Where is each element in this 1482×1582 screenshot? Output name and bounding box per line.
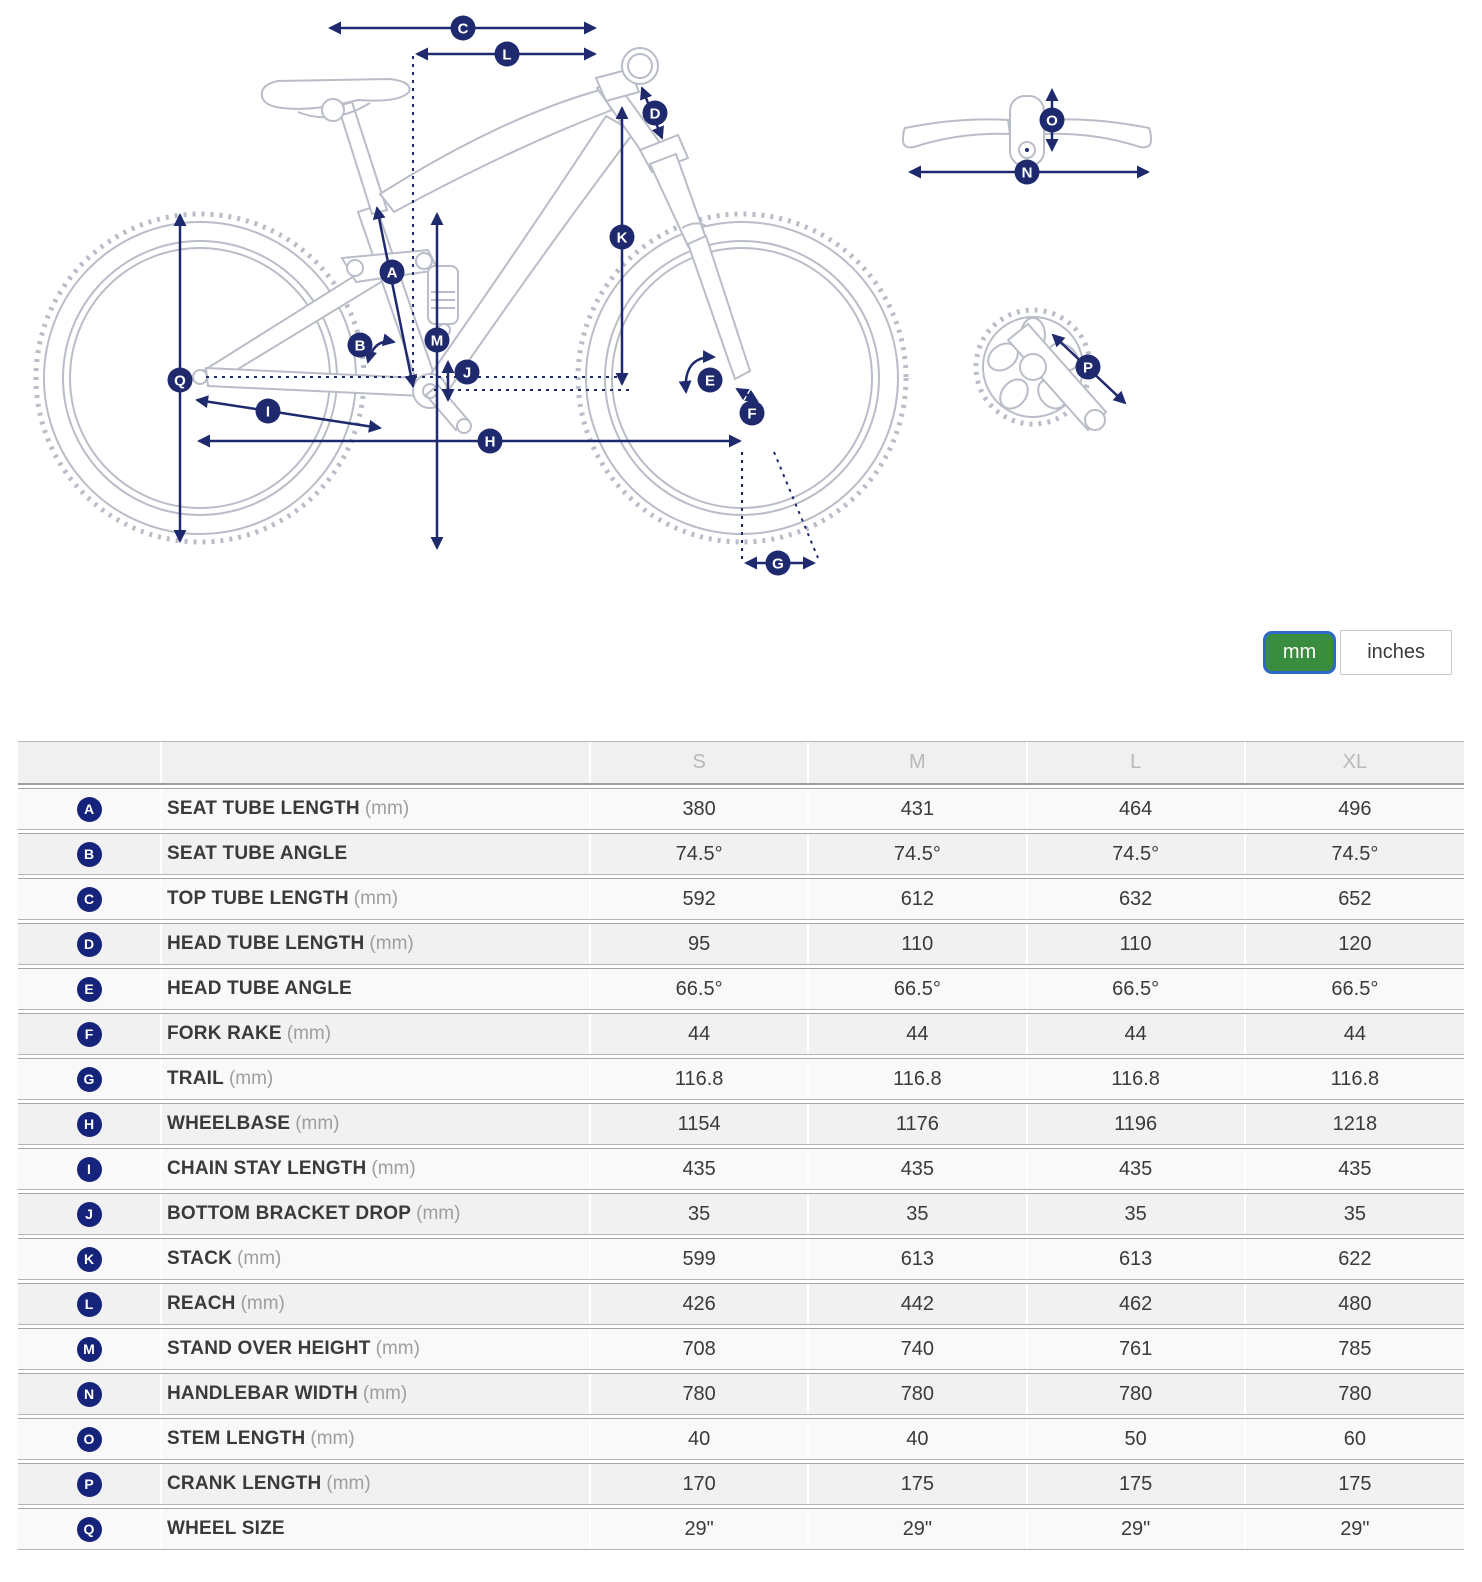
value-xl: 66.5° [1331, 977, 1379, 1000]
value-m: 110 [809, 924, 1027, 964]
badge-cell [18, 1194, 162, 1234]
badge-letter: C [83, 891, 95, 907]
dimension-letter-badge [77, 1067, 102, 1092]
badge-cell [18, 1014, 162, 1054]
svg-text:M: M [430, 332, 444, 350]
dimension-letter-badge [77, 797, 102, 822]
value-xl: 480 [1338, 1292, 1372, 1315]
value-xl: 435 [1338, 1157, 1372, 1180]
dimension-unit: (mm) [416, 1203, 461, 1224]
badge-letter: F [84, 1026, 94, 1042]
dimension-unit: (mm) [375, 1338, 420, 1359]
value-xl: 780 [1338, 1382, 1372, 1405]
dimension-label: HANDLEBAR WIDTH [167, 1383, 358, 1404]
value-m: 1176 [809, 1104, 1027, 1144]
spider-cutout [995, 374, 1034, 414]
value-xl: 116.8 [1330, 1067, 1380, 1090]
table-row [18, 1373, 1464, 1415]
dimension-label: CHAIN STAY LENGTH [167, 1158, 367, 1179]
svg-text:F: F [747, 405, 757, 423]
badge-cell [18, 1374, 162, 1414]
dimension-label: CRANK LENGTH [167, 1473, 322, 1494]
dimension-label: TOP TUBE LENGTH [167, 888, 349, 909]
value-l: 1196 [1028, 1104, 1246, 1144]
value-l: 74.5° [1028, 834, 1246, 874]
header-size-l: L [1028, 742, 1246, 783]
value-s: 599 [591, 1239, 809, 1279]
dimension-unit: (mm) [326, 1473, 371, 1494]
label-cell [162, 1464, 591, 1504]
value-m: 66.5° [809, 969, 1027, 1009]
badge-H [478, 429, 503, 454]
badge-letter: K [83, 1251, 95, 1267]
badge-C [451, 16, 476, 41]
value-l: 66.5° [1028, 969, 1246, 1009]
dimension-unit: (mm) [295, 1113, 340, 1134]
badge-letter: D [83, 936, 95, 952]
crank-spindle [1020, 354, 1046, 380]
dimension-letter-badge [77, 1157, 102, 1182]
value-m: 435 [809, 1149, 1027, 1189]
value-m: 44 [809, 1014, 1027, 1054]
value-m: 780 [809, 1374, 1027, 1414]
svg-text:J: J [462, 364, 472, 382]
dimension-unit: (mm) [286, 1023, 332, 1044]
svg-text:C: C [457, 20, 469, 38]
label-cell [162, 924, 591, 964]
value-s: 66.5° [591, 969, 809, 1009]
value-m: 613 [809, 1239, 1027, 1279]
dimension-label: STEM LENGTH [167, 1428, 306, 1449]
handlebar-top-view [903, 96, 1151, 166]
value-m: 431 [809, 789, 1027, 829]
badge-cell [18, 1329, 162, 1369]
table-row [18, 878, 1464, 920]
table-row [18, 1193, 1464, 1235]
badge-G [766, 551, 791, 576]
dimension-unit: (mm) [310, 1428, 355, 1449]
value-xl: 785 [1338, 1337, 1372, 1360]
badge-letter: O [83, 1431, 95, 1447]
badge-E [698, 368, 723, 393]
badge-cell [18, 1239, 162, 1279]
value-l: 35 [1028, 1194, 1246, 1234]
value-xl: 496 [1338, 797, 1372, 820]
value-m: 175 [809, 1464, 1027, 1504]
header-size-s: S [591, 742, 809, 783]
value-m: 35 [809, 1194, 1027, 1234]
table-row [18, 1013, 1464, 1055]
dimension-label: STACK [167, 1248, 233, 1269]
value-m: 116.8 [809, 1059, 1027, 1099]
dimension-label: SEAT TUBE LENGTH [167, 798, 360, 819]
value-l: 435 [1028, 1149, 1246, 1189]
value-s: 44 [591, 1014, 809, 1054]
value-l: 116.8 [1028, 1059, 1246, 1099]
dimension-letter-badge [77, 1517, 102, 1542]
svg-text:I: I [265, 403, 271, 421]
table-row [18, 1238, 1464, 1280]
badge-letter: Q [83, 1521, 95, 1537]
pedal-hole [1085, 410, 1105, 430]
value-s: 35 [591, 1194, 809, 1234]
dimension-label: WHEELBASE [167, 1113, 291, 1134]
svg-text:H: H [484, 433, 496, 451]
dimension-label: SEAT TUBE ANGLE [167, 843, 348, 864]
value-m: 612 [809, 879, 1027, 919]
badge-letter: H [83, 1116, 95, 1132]
value-m: 29" [809, 1509, 1027, 1549]
badge-letter: J [85, 1206, 93, 1222]
badge-letter: B [83, 846, 95, 862]
svg-text:O: O [1046, 112, 1058, 130]
table-row [18, 1148, 1464, 1190]
svg-text:A: A [386, 264, 398, 282]
label-cell [162, 1149, 591, 1189]
label-cell [162, 1014, 591, 1054]
dimension-unit: (mm) [228, 1068, 274, 1089]
value-xl: 1218 [1332, 1112, 1378, 1135]
header-size-m: M [809, 742, 1027, 783]
badge-cell [18, 924, 162, 964]
table-row [18, 788, 1464, 830]
badge-K [610, 225, 635, 250]
dimension-letter-badge [77, 932, 102, 957]
badge-cell [18, 834, 162, 874]
badge-F [740, 401, 765, 426]
value-s: 74.5° [591, 834, 809, 874]
dimension-unit: (mm) [353, 888, 399, 909]
dimension-label: HEAD TUBE LENGTH [167, 933, 365, 954]
dimension-label: WHEEL SIZE [167, 1518, 285, 1539]
value-s: 116.8 [591, 1059, 809, 1099]
dimension-unit: (mm) [364, 798, 410, 819]
label-cell [162, 1509, 591, 1549]
stem-bolt-dot [1025, 148, 1029, 152]
value-s: 95 [591, 924, 809, 964]
badge-N [1015, 160, 1040, 185]
table-header-row [18, 741, 1464, 785]
badge-letter: A [83, 801, 95, 817]
value-l: 175 [1028, 1464, 1246, 1504]
value-l: 464 [1028, 789, 1246, 829]
table-row [18, 1103, 1464, 1145]
dimension-label: BOTTOM BRACKET DROP [167, 1203, 412, 1224]
dimension-label: STAND OVER HEIGHT [167, 1338, 371, 1359]
badge-L [495, 42, 520, 67]
dimension-letter-badge [77, 1427, 102, 1452]
badge-letter: M [83, 1341, 95, 1357]
dimension-unit: (mm) [371, 1158, 416, 1179]
dimension-letter-badge [77, 1247, 102, 1272]
table-row [18, 1463, 1464, 1505]
value-xl: 44 [1343, 1022, 1366, 1045]
svg-text:K: K [616, 229, 628, 247]
dimension-label: REACH [167, 1293, 236, 1314]
svg-text:Q: Q [174, 372, 186, 390]
dimension-label: TRAIL [167, 1068, 224, 1089]
label-cell [162, 1329, 591, 1369]
dimension-letter-badge [77, 887, 102, 912]
badge-letter: I [87, 1161, 91, 1177]
table-row [18, 833, 1464, 875]
fork-lower [688, 236, 750, 379]
table-row [18, 923, 1464, 965]
bike-side-view [36, 48, 906, 542]
dimension-label: FORK RAKE [167, 1023, 282, 1044]
label-cell [162, 1239, 591, 1279]
value-xl: 29" [1340, 1517, 1370, 1540]
rear-shock [428, 266, 458, 324]
badge-cell [18, 1284, 162, 1324]
dimension-letter-badge [77, 1337, 102, 1362]
value-l: 462 [1028, 1284, 1246, 1324]
value-xl: 652 [1338, 887, 1372, 910]
svg-text:G: G [772, 555, 784, 573]
value-s: 708 [591, 1329, 809, 1369]
label-cell [162, 1104, 591, 1144]
svg-text:E: E [704, 372, 716, 390]
fork-leg [650, 154, 706, 246]
svg-text:D: D [649, 105, 661, 123]
badge-M [425, 328, 450, 353]
table-row [18, 1508, 1464, 1550]
value-xl: 120 [1338, 932, 1372, 955]
dimension-unit: (mm) [240, 1293, 285, 1314]
value-l: 110 [1028, 924, 1246, 964]
handlebar-left [903, 119, 1010, 147]
value-l: 613 [1028, 1239, 1246, 1279]
table-row [18, 1328, 1464, 1370]
value-l: 632 [1028, 879, 1246, 919]
table-row [18, 1418, 1464, 1460]
table-row [18, 968, 1464, 1010]
inches-toggle-button[interactable]: inches [1340, 630, 1452, 675]
value-m: 740 [809, 1329, 1027, 1369]
dimension-letter-badge [77, 1292, 102, 1317]
svg-text:B: B [354, 337, 366, 355]
dimension-unit: (mm) [237, 1248, 282, 1269]
value-s: 426 [591, 1284, 809, 1324]
badge-cell [18, 1059, 162, 1099]
label-cell [162, 1194, 591, 1234]
label-cell [162, 969, 591, 1009]
svg-text:N: N [1021, 164, 1033, 182]
dimension-letter-badge [77, 977, 102, 1002]
table-row [18, 1058, 1464, 1100]
badge-cell [18, 1149, 162, 1189]
badge-letter: P [84, 1476, 94, 1492]
label-cell [162, 879, 591, 919]
geometry-table-body [18, 788, 1464, 1550]
steering-axis-dashed [774, 452, 818, 558]
badge-letter: E [84, 981, 94, 997]
badge-Q [168, 368, 193, 393]
value-m: 74.5° [809, 834, 1027, 874]
badge-O [1040, 108, 1065, 133]
dimension-label: HEAD TUBE ANGLE [167, 978, 352, 999]
value-m: 40 [809, 1419, 1027, 1459]
rocker-pivot-rear [347, 260, 363, 276]
value-s: 435 [591, 1149, 809, 1189]
badge-cell [18, 1509, 162, 1549]
value-s: 592 [591, 879, 809, 919]
rear-dropout [193, 370, 207, 384]
badge-A [380, 260, 405, 285]
header-label-col [162, 742, 591, 783]
header-badge-col [18, 742, 162, 783]
label-cell [162, 834, 591, 874]
label-cell [162, 1419, 591, 1459]
mm-toggle-button[interactable]: mm [1263, 631, 1336, 674]
value-l: 44 [1028, 1014, 1246, 1054]
badge-letter: G [83, 1071, 95, 1087]
value-xl: 622 [1338, 1247, 1372, 1270]
badge-cell [18, 1464, 162, 1504]
value-xl: 35 [1343, 1202, 1366, 1225]
badge-letter: L [84, 1296, 94, 1312]
value-s: 40 [591, 1419, 809, 1459]
badge-I [256, 399, 281, 424]
value-m: 442 [809, 1284, 1027, 1324]
value-s: 1154 [591, 1104, 809, 1144]
value-l: 780 [1028, 1374, 1246, 1414]
bike-geometry-svg [0, 0, 1482, 600]
value-xl: 60 [1343, 1427, 1366, 1450]
dimension-unit: (mm) [362, 1383, 408, 1404]
svg-text:P: P [1082, 359, 1094, 377]
unit-toggle [0, 628, 1482, 676]
dimension-letter-badge [77, 1382, 102, 1407]
chain-stay [206, 368, 422, 396]
badge-cell [18, 879, 162, 919]
badge-D [643, 101, 668, 126]
badge-J [455, 360, 480, 385]
seat-post [338, 102, 387, 214]
value-l: 29" [1028, 1509, 1246, 1549]
label-cell [162, 1059, 591, 1099]
badge-cell [18, 1419, 162, 1459]
svg-text:L: L [502, 46, 512, 64]
value-l: 761 [1028, 1329, 1246, 1369]
geometry-table [18, 741, 1464, 1550]
badge-cell [18, 969, 162, 1009]
dimension-unit: (mm) [369, 933, 414, 954]
table-row [18, 1283, 1464, 1325]
arrow-fork-rake-F [737, 389, 757, 401]
badge-cell [18, 1104, 162, 1144]
geometry-diagram [0, 0, 1482, 600]
badge-letter: N [83, 1386, 95, 1402]
value-xl: 74.5° [1331, 842, 1379, 865]
value-l: 50 [1028, 1419, 1246, 1459]
badge-P [1076, 355, 1101, 380]
rocker-pivot-front [416, 253, 432, 269]
label-cell [162, 1374, 591, 1414]
value-s: 780 [591, 1374, 809, 1414]
saddle-clamp [322, 99, 344, 121]
dimension-letter-badge [77, 1472, 102, 1497]
dimension-letter-badge [77, 1112, 102, 1137]
header-size-xl: XL [1342, 751, 1368, 773]
badge-B [348, 333, 373, 358]
value-s: 29" [591, 1509, 809, 1549]
label-cell [162, 789, 591, 829]
value-s: 170 [591, 1464, 809, 1504]
dimension-letter-badge [77, 1202, 102, 1227]
badge-cell [18, 789, 162, 829]
stem-top-view [1010, 96, 1044, 166]
value-s: 380 [591, 789, 809, 829]
value-xl: 175 [1338, 1472, 1372, 1495]
label-cell [162, 1284, 591, 1324]
dimension-letter-badge [77, 1022, 102, 1047]
pedal-eye [457, 419, 471, 433]
dimension-letter-badge [77, 842, 102, 867]
